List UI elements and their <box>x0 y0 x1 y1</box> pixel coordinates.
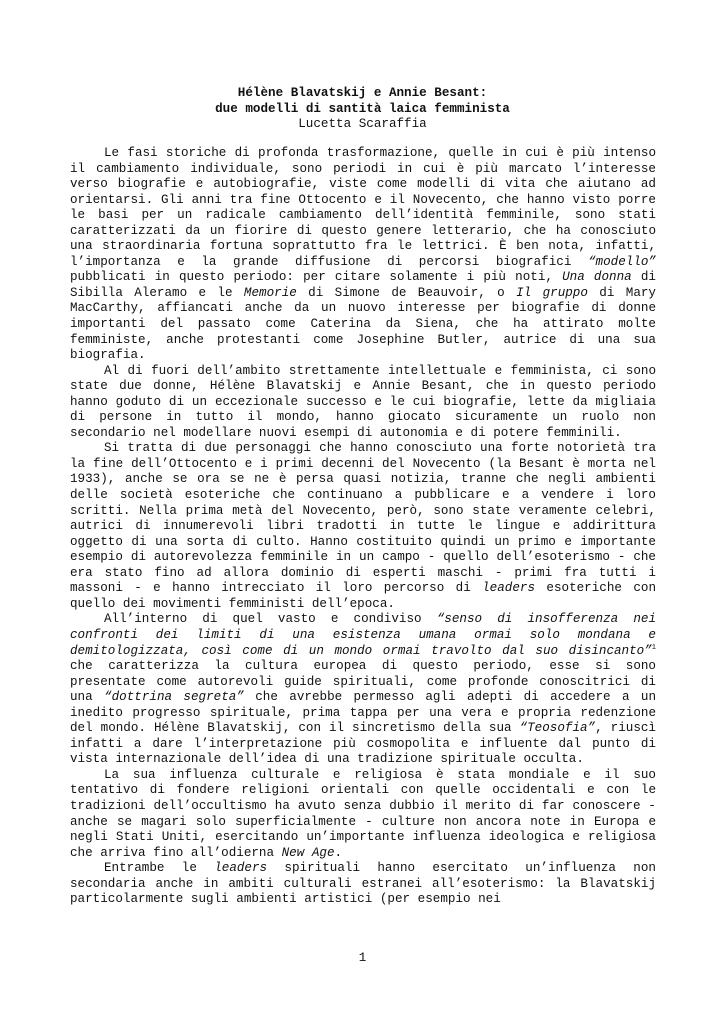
document-title-line-2: due modelli di santità laica femminista <box>215 101 510 116</box>
document-author: Lucetta Scaraffia <box>298 117 427 132</box>
text-run: Si tratta di due personaggi che hanno conosciuto una forte notorietà tra la fine dell’Ottocento e i primi decenni del Novecento (la Besant è morta nel 1933), anche se ora se ne è persa quasi notizia, tranne che negli ambienti delle società esoteriche che continuano a pubblicare e a vendere i loro scritti. Nella prima metà del Novecento, però, sono state veramente celebri, autrici di innumerevoli libri tradotti in tutte le lingue e addirittura oggetto di una sorta di culto. Hanno costituito quindi un primo e importante esempio di autorevolezza femminile in un campo - quello dell’esoterismo - che era stato fino ad allora dominio di esperti maschi - primi fra tutti i massoni - e hanno intrecciato il loro percorso di <box>70 441 656 596</box>
italic-text-run: Il gruppo <box>516 285 588 300</box>
italic-text-run: “senso di insofferenza nei confronti dei limiti di una esistenza umana ormai solo mondana e demitologizzata, così come di un mondo ormai travolto dal suo disincanto” <box>70 612 656 658</box>
document-header <box>0 86 725 133</box>
text-run: All’interno di quel vasto e condiviso <box>104 612 437 627</box>
text-run: Le fasi storiche di profonda trasformazione, quelle in cui è più intenso il cambiamento individuale, sono periodi in cui è più marcato l’interesse verso biografie e autobiografie, viste come modelli di vita che aiutano ad orientarsi. Gli anni tra fine Ottocento e il Novecento, che hanno visto porre le basi per un radicale cambiamento dell’identità femminile, sono stati caratterizzati da un fiorire di questo genere letterario, che ha conosciuto una straordinaria fortuna soprattutto fra le lettrici. È ben nota, infatti, l’importanza e la grande diffusione di percorsi biografici <box>70 146 656 269</box>
text-run: che avrebbe permesso agli adepti di accedere a un inedito progresso spirituale, prima tappa per una vera e propria redenzione del mondo. Hélène Blavatskij, con il sincretismo della sua <box>70 690 657 736</box>
body-paragraph <box>70 441 656 612</box>
italic-text-run: Una donna <box>562 270 632 285</box>
text-run: . <box>334 845 343 860</box>
italic-text-run: New Age <box>281 845 335 860</box>
text-run: che caratterizza la cultura europea di questo periodo, esse si sono presentate come autorevoli guide spirituali, come profonde conoscitrici di una <box>70 659 656 705</box>
text-run: esoteriche con quello dei movimenti femministi dell’epoca. <box>70 581 657 611</box>
page-number: 1 <box>358 951 367 965</box>
document-title-line-1: Hélène Blavatskij e Annie Besant: <box>237 86 488 100</box>
text-run: La sua influenza culturale e religiosa è stata mondiale e il suo tentativo di fondere religioni orientali con quelle occidentali e con le tradizioni dell’occultismo ha avuto senza dubbio il merito di far conoscere - anche se magari solo superficialmente - culture non ancora note in Europa e negli Stati Uniti, esercitando un’importante influenza ideologica e religiosa che arriva fino all’odierna <box>70 767 656 860</box>
text-run: , riuscì infatti a dare l’interpretazione più cosmopolita e influente dal punto di vista internazionale dell’idea di una tradizione spirituale occulta. <box>70 721 656 767</box>
text-run: di Simone de Beauvoir, o <box>296 285 517 300</box>
text-run: Al di fuori dell’ambito strettamente intellettuale e femminista, ci sono state due donne, Hélène Blavatskij e Annie Besant, che in questo periodo hanno goduto di un eccezionale successo e le cui biografie, lette da migliaia di persone in tutto il mondo, hanno giocato sicuramente un ruolo non secondario nel modellare nuovi esempi di autonomia e di potere femminili. <box>70 363 656 440</box>
italic-text-run: “Teosofia” <box>519 721 596 736</box>
italic-text-run: “dottrina segreta” <box>104 690 244 705</box>
italic-text-run: leaders <box>482 581 536 596</box>
body-paragraph <box>70 861 656 908</box>
text-run: di Sibilla Aleramo e le <box>70 270 656 300</box>
document-body <box>70 146 656 908</box>
text-run: di Mary MacCarthy, affiancati anche da un nuovo interesse per biografie di donne importanti del passato come Caterina da Siena, che ha attirato molte femministe, anche protestanti come Josephine Butler, autrice di una sua biografia. <box>70 285 656 363</box>
body-paragraph <box>70 364 656 442</box>
text-run: pubblicati in questo periodo: per citare solamente i più noti, <box>70 270 563 285</box>
body-paragraph <box>70 146 656 364</box>
italic-text-run: “modello” <box>587 254 656 269</box>
italic-text-run: Memorie <box>243 285 297 300</box>
footnote-ref: 1 <box>651 643 656 652</box>
text-run: Entrambe le <box>104 861 215 876</box>
italic-text-run: leaders <box>214 861 268 876</box>
body-paragraph <box>70 612 656 767</box>
body-paragraph <box>70 768 656 861</box>
text-run: spirituali hanno esercitato un’influenza non secondaria anche in ambiti culturali estranei all’esoterismo: la Blavatskij particolarmente sugli ambienti artistici (per esempio nei <box>70 861 656 907</box>
